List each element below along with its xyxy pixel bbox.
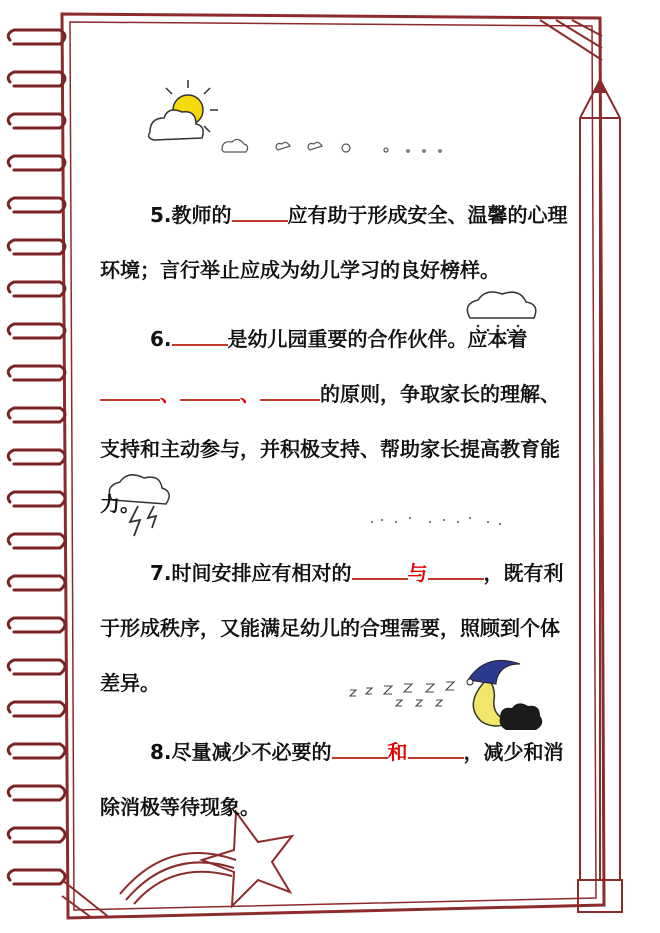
question-5-rest: 应有助于形成安全、温馨的心理环境；言行举止应成为幼儿学习的良好榜样。 [100, 203, 568, 282]
question-5 [100, 188, 568, 298]
fill-blank[interactable] [332, 737, 388, 759]
question-5-lead: 5.教师的 [150, 203, 232, 227]
question-8-rest: ，减少和消除消极等待现象。 [100, 740, 564, 819]
fill-blank[interactable] [100, 379, 160, 401]
pencil-illustration [578, 80, 622, 912]
small-clouds-icon [222, 139, 441, 152]
fill-blank[interactable] [352, 558, 408, 580]
question-7 [100, 546, 568, 711]
question-6-part2: 的原则，争取家长的理解、支持和主动参与，并积极支持、帮助家长提高教育能力。 [100, 382, 560, 516]
question-7-lead: 7.时间安排应有相对的 [150, 561, 352, 585]
question-8 [100, 725, 568, 835]
question-8-lead: 8.尽量减少不必要的 [150, 740, 332, 764]
question-6-number: 6. [150, 327, 172, 351]
connector-word: 和 [387, 740, 408, 764]
fill-blank[interactable] [260, 379, 320, 401]
fill-blank[interactable] [428, 558, 484, 580]
question-list [100, 188, 568, 849]
question-6 [100, 312, 568, 532]
fill-blank[interactable] [172, 324, 228, 346]
fill-blank[interactable] [180, 379, 240, 401]
question-7-rest: ，既有利于形成秩序，又能满足幼儿的合理需要，照顾到个体差异。 [100, 561, 564, 695]
fill-blank[interactable] [232, 200, 288, 222]
connector-word: 与 [407, 561, 428, 585]
fill-blank[interactable] [408, 737, 464, 759]
separator-mark: 、 [240, 382, 260, 406]
spiral-binding [8, 30, 65, 884]
question-6-part1: 是幼儿园重要的合作伙伴。应本着 [227, 327, 528, 351]
separator-mark: 、 [160, 382, 180, 406]
